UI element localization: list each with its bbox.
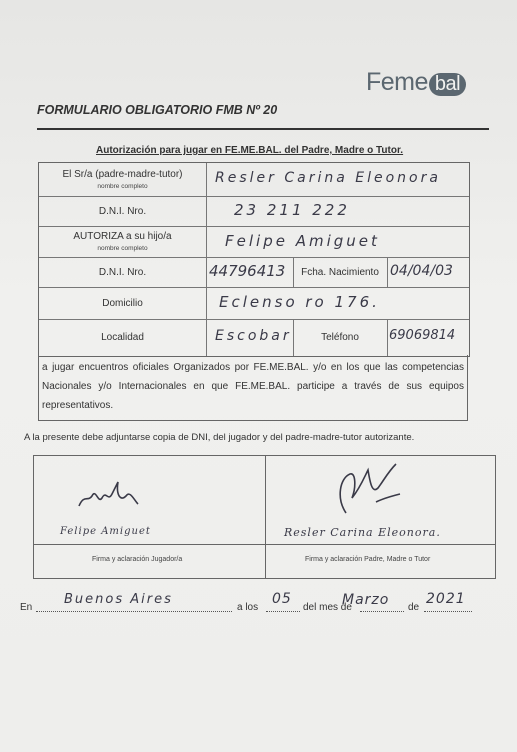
address-label: Domicilio xyxy=(102,297,143,309)
parent-signature-scribble xyxy=(326,458,416,518)
form-title: FORMULARIO OBLIGATORIO FMB Nº 20 xyxy=(37,103,278,117)
authorization-clause: a jugar encuentros oficiales Organizados por FE.ME.BAL. y/o en los que las competencias Nacionales y/o Internacionales en que FE.ME.BAL. participe a través de sus equipos representativos. xyxy=(38,355,468,421)
en-label: En xyxy=(20,602,33,613)
child-name-value[interactable]: Felipe Amiguet xyxy=(225,232,380,250)
child-dni-label-cell xyxy=(39,257,206,287)
del-mes-label: del mes de xyxy=(303,602,352,613)
signature-divider xyxy=(265,456,266,578)
form-subtitle: Autorización para jugar en FE.ME.BAL. del Padre, Madre o Tutor. xyxy=(96,145,404,156)
phone-label-cell xyxy=(293,319,387,356)
attachment-notice: A la presente debe adjuntarse copia de DNI, del jugador y del padre-madre-tutor autorizante. xyxy=(24,432,415,443)
parent-name-label: El Sr/a (padre-madre-tutor) xyxy=(62,169,183,180)
player-signature-label: Firma y aclaración Jugador/a xyxy=(92,556,183,563)
parent-dni-label: D.N.I. Nro. xyxy=(98,205,147,217)
child-dni-value[interactable]: 44796413 xyxy=(209,262,286,280)
parent-printed-name: Resler Carina Eleonora. xyxy=(284,526,441,539)
column-divider xyxy=(206,163,207,356)
player-signature-scribble xyxy=(74,474,144,514)
month-value[interactable]: Marzo xyxy=(342,592,390,608)
birth-date-value[interactable]: 04/04/03 xyxy=(390,263,453,279)
city-value[interactable]: Escobar xyxy=(215,328,292,344)
a-los-label: a los xyxy=(237,602,259,613)
signature-label-divider xyxy=(34,544,495,545)
day-value[interactable]: 05 xyxy=(272,591,292,607)
title-divider xyxy=(37,128,489,130)
parent-dni-label-cell xyxy=(39,196,206,226)
address-value[interactable]: Eclenso ro 176. xyxy=(219,293,380,311)
phone-label: Teléfono xyxy=(321,332,359,343)
parent-name-value[interactable]: Resler Carina Eleonora xyxy=(215,170,441,186)
column-divider xyxy=(387,319,388,356)
phone-value[interactable]: 69069814 xyxy=(389,328,456,343)
parent-name-label-cell xyxy=(39,163,206,196)
city-label-cell xyxy=(39,319,206,356)
signature-box xyxy=(33,455,496,579)
player-printed-name: Felipe Amiguet xyxy=(60,526,151,537)
birth-date-label: Fcha. Nacimiento xyxy=(301,266,379,278)
child-name-label-cell xyxy=(39,226,206,257)
column-divider xyxy=(387,257,388,288)
city-label: Localidad xyxy=(101,332,144,343)
authorization-table xyxy=(38,162,470,357)
place-date-line xyxy=(20,591,500,618)
place-city-value[interactable]: Buenos Aires xyxy=(64,592,173,607)
logo-text: Feme xyxy=(366,68,428,96)
de-label: de xyxy=(408,602,420,613)
authorize-label: AUTORIZA a su hijo/a xyxy=(73,231,172,242)
parent-dni-value[interactable]: 23 211 222 xyxy=(234,201,350,219)
febal-logo xyxy=(366,68,466,97)
address-label-cell xyxy=(39,287,206,319)
child-dni-label: D.N.I. Nro. xyxy=(98,266,147,278)
logo-badge: bal xyxy=(429,73,466,96)
parent-signature-label: Firma y aclaración Padre, Madre o Tutor xyxy=(305,556,431,563)
birth-label-cell xyxy=(293,257,387,287)
year-value[interactable]: 2021 xyxy=(426,591,466,607)
parent-name-sublabel: nombre completo xyxy=(97,183,148,190)
child-name-sublabel: nombre completo xyxy=(97,245,148,252)
